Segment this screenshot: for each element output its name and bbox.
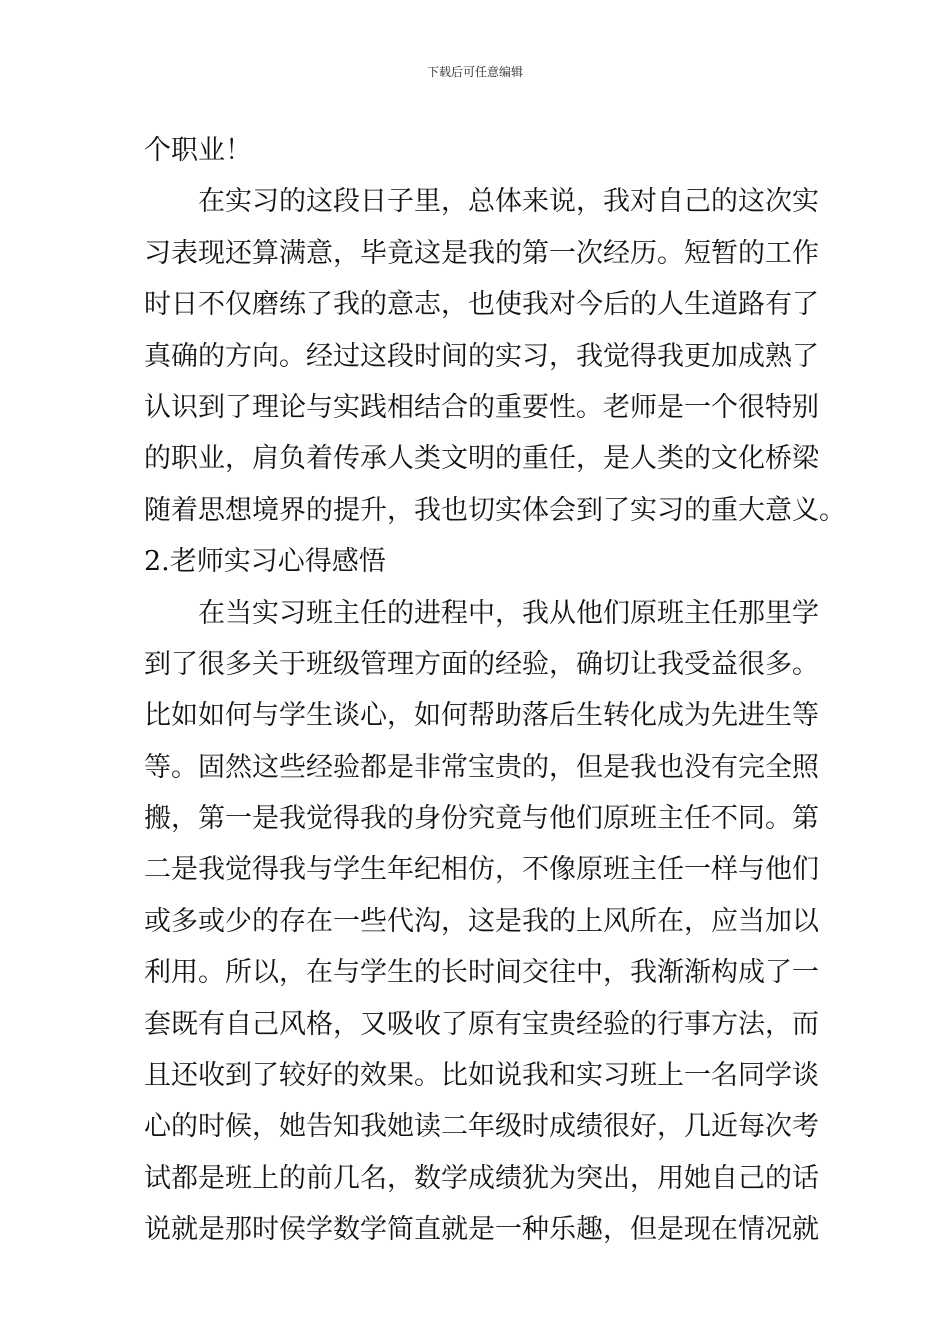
text-line: 的职业，肩负着传承人类文明的重任，是人类的文化桥梁 <box>144 443 819 475</box>
page-header: 下载后可任意编辑 <box>426 65 523 79</box>
text-line: 比如如何与学生谈心，如何帮助落后生转化成为先进生等 <box>144 700 819 732</box>
body-text <box>144 125 846 1256</box>
text-line: 随着思想境界的提升，我也切实体会到了实习的重大意义。 <box>144 494 846 526</box>
text-line: 在当实习班主任的进程中，我从他们原班主任那里学 <box>198 597 819 629</box>
text-line: 到了很多关于班级管理方面的经验，确切让我受益很多。 <box>144 648 819 680</box>
text-line: 真确的方向。经过这段时间的实习，我觉得我更加成熟了 <box>144 340 819 372</box>
text-line: 二是我觉得我与学生年纪相仿，不像原班主任一样与他们 <box>144 854 819 886</box>
text-line: 等。固然这些经验都是非常宝贵的，但是我也没有完全照 <box>144 751 819 783</box>
text-line: 套既有自己风格，又吸收了原有宝贵经验的行事方法，而 <box>144 1008 819 1040</box>
text-line: 个职业！ <box>144 135 252 166</box>
text-line: 或多或少的存在一些代沟，这是我的上风所在，应当加以 <box>144 905 819 937</box>
text-line: 试都是班上的前几名，数学成绩犹为突出，用她自己的话 <box>144 1162 819 1194</box>
text-line: 在实习的这段日子里，总体来说，我对自己的这次实 <box>198 186 819 218</box>
text-line: 且还收到了较好的效果。比如说我和实习班上一名同学谈 <box>144 1060 819 1092</box>
text-line: 说就是那时侯学数学简直就是一种乐趣，但是现在情况就 <box>144 1214 819 1246</box>
text-line: 心的时候，她告知我她读二年级时成绩很好，几近每次考 <box>144 1111 819 1143</box>
text-line: 时日不仅磨练了我的意志，也使我对今后的人生道路有了 <box>144 289 819 321</box>
text-line: 认识到了理论与实践相结合的重要性。老师是一个很特别 <box>144 391 819 423</box>
text-line: 利用。所以，在与学生的长时间交往中，我渐渐构成了一 <box>144 957 819 989</box>
text-line: 搬，第一是我觉得我的身份究竟与他们原班主任不同。第 <box>144 803 819 835</box>
text-line: 习表现还算满意，毕竟这是我的第一次经历。短暂的工作 <box>144 237 819 269</box>
text-line: 2.老师实习心得感悟 <box>144 546 386 578</box>
